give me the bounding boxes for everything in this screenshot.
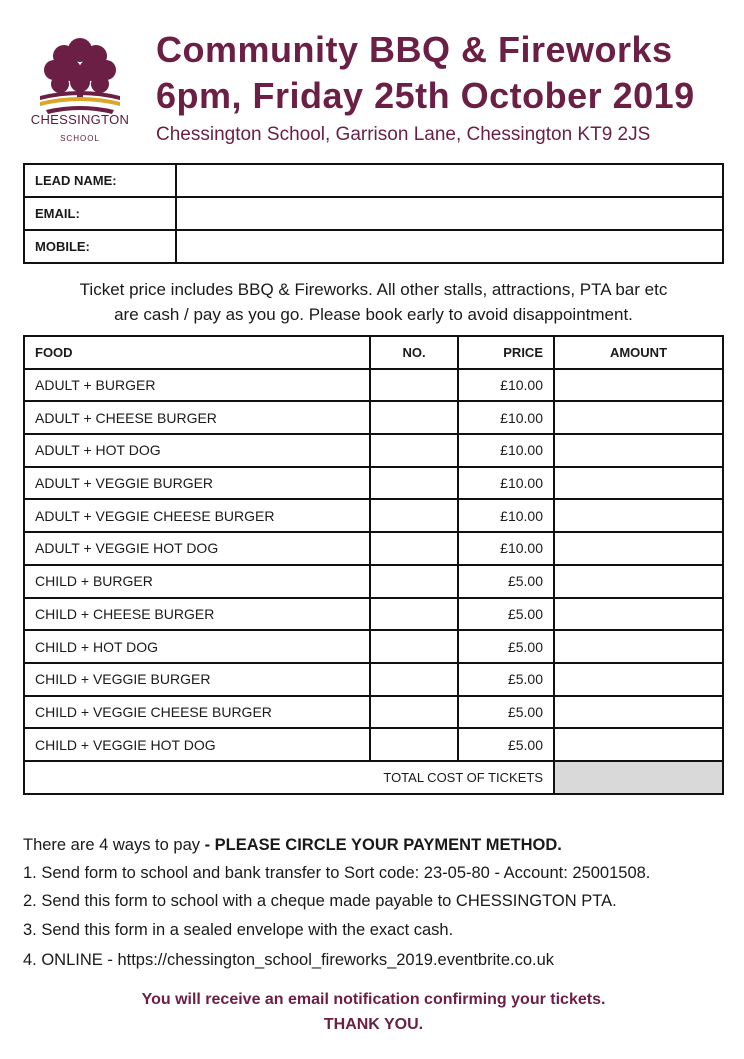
quantity-field[interactable]	[370, 663, 458, 696]
email-row	[24, 197, 723, 230]
ticket-info	[23, 277, 724, 327]
total-cost-field[interactable]	[554, 761, 723, 794]
table-row	[24, 499, 723, 532]
number-header: NO.	[370, 336, 458, 369]
mobile-label: MOBILE:	[24, 230, 176, 263]
table-row	[24, 467, 723, 500]
price-value: £5.00	[458, 663, 554, 696]
amount-field[interactable]	[554, 467, 723, 500]
price-value: £5.00	[458, 598, 554, 631]
amount-field[interactable]	[554, 696, 723, 729]
table-row	[24, 434, 723, 467]
price-value: £10.00	[458, 467, 554, 500]
price-value: £10.00	[458, 532, 554, 565]
quantity-field[interactable]	[370, 467, 458, 500]
price-value: £10.00	[458, 401, 554, 434]
school-logo	[26, 26, 134, 148]
quantity-field[interactable]	[370, 434, 458, 467]
amount-field[interactable]	[554, 630, 723, 663]
amount-field[interactable]	[554, 663, 723, 696]
logo-subtitle: SCHOOL	[60, 134, 100, 143]
quantity-field[interactable]	[370, 369, 458, 402]
event-datetime: 6pm, Friday 25th October 2019	[156, 75, 695, 116]
quantity-field[interactable]	[370, 401, 458, 434]
food-item: ADULT + CHEESE BURGER	[24, 401, 370, 434]
payment-intro	[23, 836, 733, 855]
email-label: EMAIL:	[24, 197, 176, 230]
food-item: ADULT + BURGER	[24, 369, 370, 402]
table-row	[24, 696, 723, 729]
lead-name-label: LEAD NAME:	[24, 164, 176, 197]
table-row	[24, 565, 723, 598]
quantity-field[interactable]	[370, 598, 458, 631]
table-row	[24, 369, 723, 402]
price-value: £5.00	[458, 630, 554, 663]
amount-field[interactable]	[554, 532, 723, 565]
amount-field[interactable]	[554, 369, 723, 402]
price-value: £5.00	[458, 696, 554, 729]
order-table	[23, 335, 724, 795]
food-item: CHILD + HOT DOG	[24, 630, 370, 663]
price-header: PRICE	[458, 336, 554, 369]
quantity-field[interactable]	[370, 532, 458, 565]
confirmation-text: You will receive an email notification confirming your tickets.	[141, 991, 606, 1008]
quantity-field[interactable]	[370, 696, 458, 729]
table-row	[24, 532, 723, 565]
food-item: CHILD + VEGGIE CHEESE BURGER	[24, 696, 370, 729]
venue-address: Chessington School, Garrison Lane, Chessington KT9 2JS	[156, 124, 651, 145]
amount-field[interactable]	[554, 728, 723, 761]
food-header: FOOD	[24, 336, 370, 369]
lead-contact-table	[23, 163, 724, 264]
page-title: Community BBQ & Fireworks	[156, 29, 673, 70]
quantity-field[interactable]	[370, 630, 458, 663]
payment-option-3[interactable]: 3. Send this form in a sealed envelope with the exact cash.	[23, 921, 454, 939]
food-item: ADULT + VEGGIE BURGER	[24, 467, 370, 500]
quantity-field[interactable]	[370, 728, 458, 761]
lead-name-field[interactable]	[176, 164, 723, 197]
order-header-row	[24, 336, 723, 369]
price-value: £10.00	[458, 434, 554, 467]
amount-field[interactable]	[554, 598, 723, 631]
mobile-field[interactable]	[176, 230, 723, 263]
food-item: CHILD + BURGER	[24, 565, 370, 598]
quantity-field[interactable]	[370, 499, 458, 532]
amount-field[interactable]	[554, 434, 723, 467]
total-cost-label: TOTAL COST OF TICKETS	[24, 761, 554, 794]
amount-header: AMOUNT	[554, 336, 723, 369]
amount-field[interactable]	[554, 565, 723, 598]
food-item: ADULT + VEGGIE HOT DOG	[24, 532, 370, 565]
price-value: £10.00	[458, 499, 554, 532]
food-item: CHILD + VEGGIE HOT DOG	[24, 728, 370, 761]
total-row	[24, 761, 723, 794]
price-value: £5.00	[458, 728, 554, 761]
amount-field[interactable]	[554, 401, 723, 434]
logo-name: CHESSINGTON	[30, 112, 130, 127]
payment-intro-text: There are 4 ways to pay	[23, 836, 205, 854]
amount-field[interactable]	[554, 499, 723, 532]
table-row	[24, 630, 723, 663]
mobile-row	[24, 230, 723, 263]
food-item: ADULT + VEGGIE CHEESE BURGER	[24, 499, 370, 532]
table-row	[24, 401, 723, 434]
thank-you-text: THANK YOU.	[323, 1016, 424, 1033]
ticket-info-line-1: Ticket price includes BBQ & Fireworks. All other stalls, attractions, PTA bar etc	[79, 280, 668, 299]
payment-option-4[interactable]: 4. ONLINE - https://chessington_school_fireworks_2019.eventbrite.co.uk	[23, 951, 555, 969]
email-field[interactable]	[176, 197, 723, 230]
table-row	[24, 598, 723, 631]
price-value: £10.00	[458, 369, 554, 402]
price-value: £5.00	[458, 565, 554, 598]
lead-name-row	[24, 164, 723, 197]
ticket-info-line-2: are cash / pay as you go. Please book early to avoid disappointment.	[114, 305, 633, 324]
confirmation-footer	[23, 987, 724, 1037]
payment-instruction: - PLEASE CIRCLE YOUR PAYMENT METHOD.	[204, 836, 562, 854]
quantity-field[interactable]	[370, 565, 458, 598]
food-item: CHILD + VEGGIE BURGER	[24, 663, 370, 696]
food-item: CHILD + CHEESE BURGER	[24, 598, 370, 631]
table-row	[24, 728, 723, 761]
payment-option-2[interactable]: 2. Send this form to school with a cheque made payable to CHESSINGTON PTA.	[23, 892, 617, 910]
food-item: ADULT + HOT DOG	[24, 434, 370, 467]
payment-option-1[interactable]: 1. Send form to school and bank transfer to Sort code: 23-05-80 - Account: 25001508.	[23, 864, 651, 882]
table-row	[24, 663, 723, 696]
